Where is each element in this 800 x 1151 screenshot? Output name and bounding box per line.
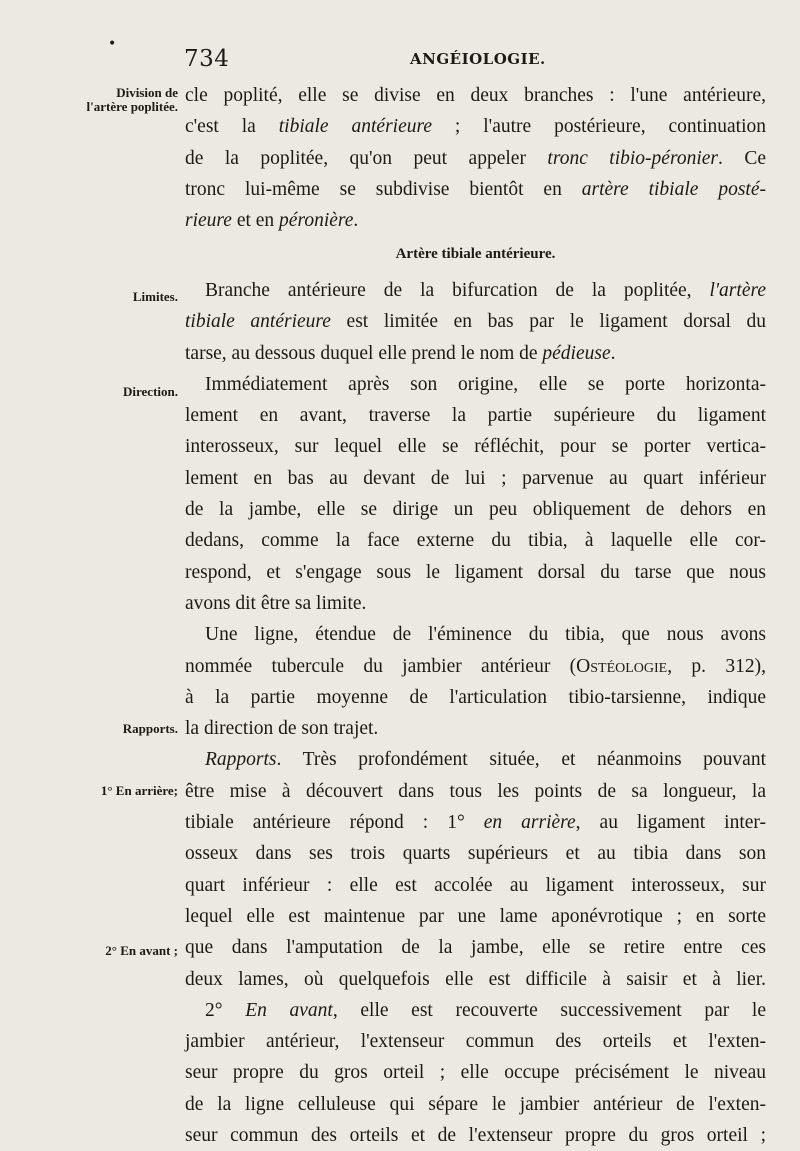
text-line: deux lames, où quelquefois elle est difficile à saisir et à lier. xyxy=(185,968,766,990)
section-title: Artère tibiale antérieure. xyxy=(395,246,556,262)
page-number: 734 xyxy=(184,46,230,72)
text-block-1 xyxy=(185,80,766,236)
text-line: quart inférieur : elle est accolée au ligament interosseux, sur xyxy=(185,874,766,896)
margin-note-limites: Limites. xyxy=(132,289,178,304)
text-line: lequel elle est maintenue par une lame aponévrotique ; en sorte xyxy=(185,905,766,927)
text-line: nommée tubercule du jambier antérieur (Ostéologie, p. 312), xyxy=(185,655,767,677)
text-line: Rapports. Très profondément située, et néanmoins pouvant xyxy=(205,749,766,771)
text-line: rieure et en péronière. xyxy=(185,210,359,232)
text-line: être mise à découvert dans tous les points de sa longueur, la xyxy=(185,780,766,802)
text-line: cle poplité, elle se divise en deux branches : l'une antérieure, xyxy=(185,85,766,106)
text-line: seur commun des orteils et de l'extenseur propre du gros orteil ; xyxy=(185,1125,766,1147)
margin-note-en-arriere: 1° En arrière; xyxy=(100,783,178,798)
margin-note-direction: Direction. xyxy=(123,384,178,399)
print-mark: • xyxy=(108,36,117,52)
text-line: dedans, comme la face externe du tibia, à laquelle elle cor- xyxy=(185,530,766,552)
text-line: avons dit être sa limite. xyxy=(185,592,367,614)
text-line: de la ligne celluleuse qui sépare le jambier antérieur de l'exten- xyxy=(185,1093,766,1115)
margin-note-division: Division de l'artère poplitée. xyxy=(86,85,178,114)
text-line: 2° En avant, elle est recouverte successivement par le xyxy=(205,999,766,1021)
margin-note-en-avant: 2° En avant ; xyxy=(105,943,178,958)
text-line: de la jambe, elle se dirige un peu obliquement de dehors en xyxy=(185,499,766,521)
text-line: Une ligne, étendue de l'éminence du tibia, que nous avons xyxy=(205,624,766,646)
text-line: à la partie moyenne de l'articulation tibio-tarsienne, indique xyxy=(185,686,766,708)
text-line: jambier antérieur, l'extenseur commun des orteils et l'exten- xyxy=(185,1031,766,1053)
text-line: c'est la tibiale antérieure ; l'autre postérieure, continuation xyxy=(185,116,766,138)
text-line: seur propre du gros orteil ; elle occupe précisément le niveau xyxy=(185,1062,766,1084)
text-line: tronc lui-même se subdivise bientôt en artère tibiale posté- xyxy=(185,178,766,200)
text-line: la direction de son trajet. xyxy=(185,718,379,740)
text-line: lement en avant, traverse la partie supérieure du ligament xyxy=(185,405,766,427)
text-line: tibiale antérieure est limitée en bas par le ligament dorsal du xyxy=(185,311,766,333)
text-line: tibiale antérieure répond : 1° en arrière, au ligament inter- xyxy=(185,812,766,834)
text-line: tarse, au dessous duquel elle prend le nom de pédieuse. xyxy=(185,342,616,364)
text-line: de la poplitée, qu'on peut appeler tronc tibio-péronier. Ce xyxy=(185,147,766,169)
text-line: Immédiatement après son origine, elle se porte horizonta- xyxy=(205,373,766,395)
text-block-2 xyxy=(185,275,766,1151)
text-line: que dans l'amputation de la jambe, elle se retire entre ces xyxy=(185,937,766,959)
text-line: interosseux, sur lequel elle se réfléchit, pour se porter vertica- xyxy=(185,436,766,458)
text-line: respond, et s'engage sous le ligament dorsal du tarse que nous xyxy=(185,561,766,583)
running-title: ANGÉIOLOGIE. xyxy=(410,50,546,68)
text-line: Branche antérieure de la bifurcation de la poplitée, l'artère xyxy=(205,280,766,301)
margin-note-rapports: Rapports. xyxy=(122,721,178,736)
text-line: lement en bas au devant de lui ; parvenue au quart inférieur xyxy=(185,467,766,489)
text-line: osseux dans ses trois quarts supérieurs et au tibia dans son xyxy=(185,843,766,865)
